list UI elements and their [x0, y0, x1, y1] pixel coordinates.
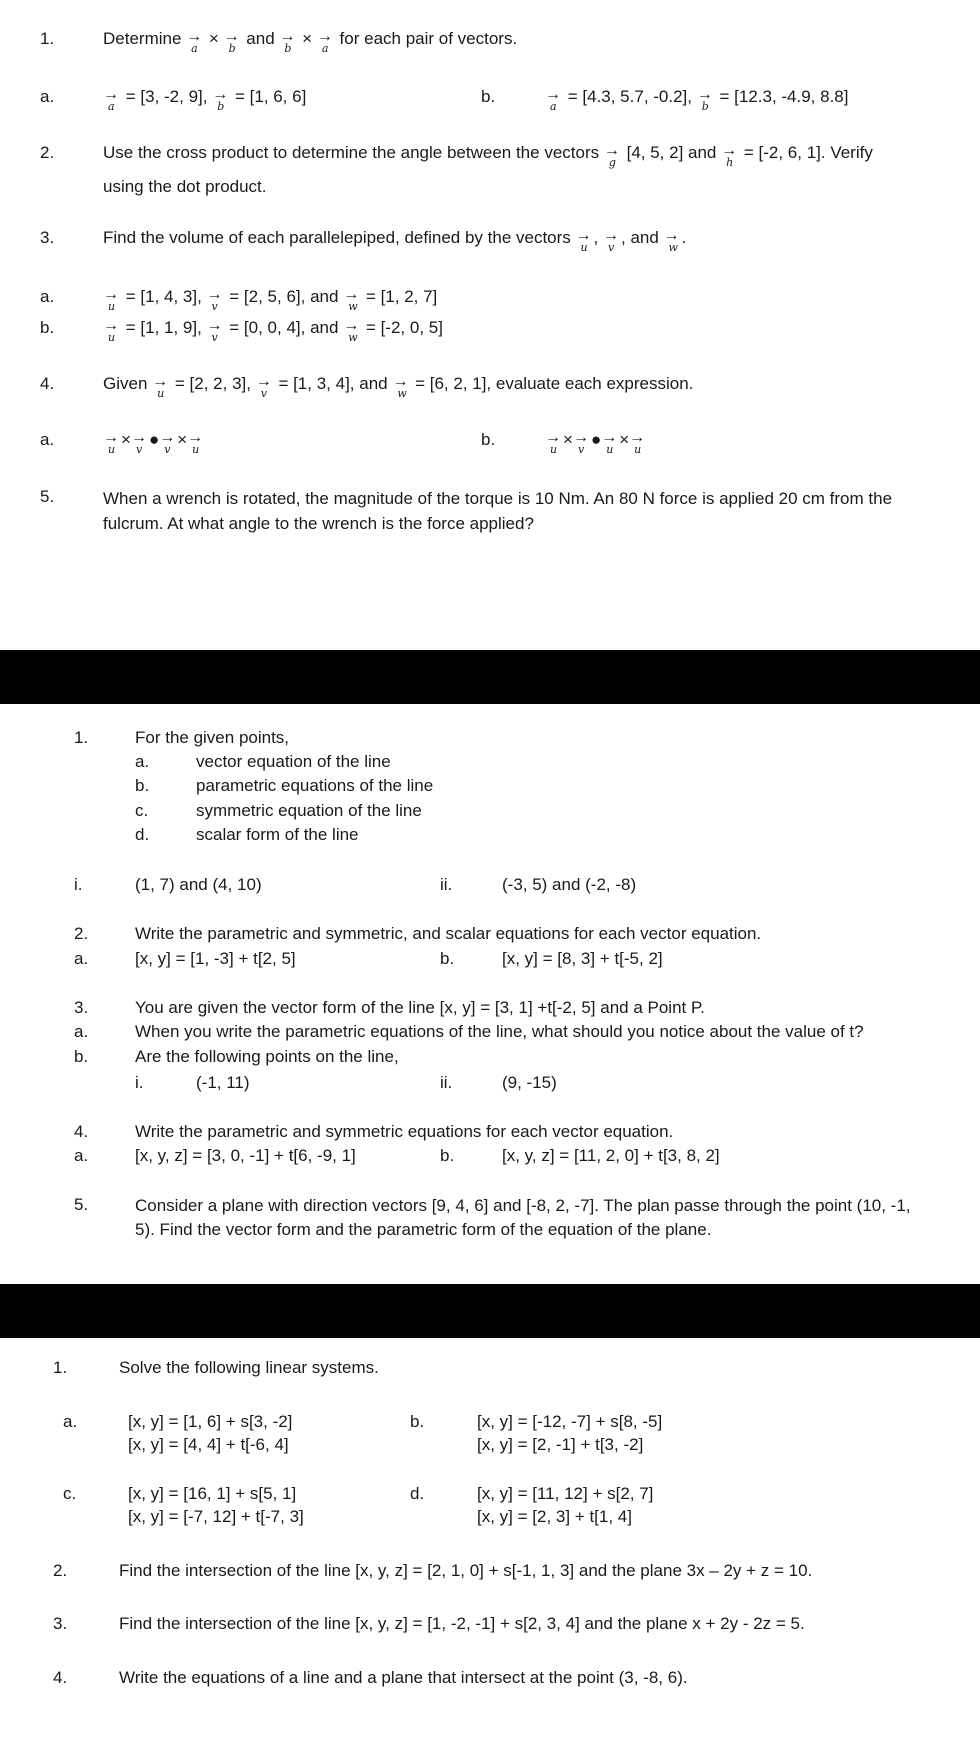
arrow-icon: → [103, 86, 119, 103]
p1-q5-number: 5. [40, 487, 55, 506]
vector-label: u [192, 443, 200, 456]
vector-v [572, 429, 591, 456]
p2-q4a-label: a. [74, 1146, 89, 1165]
vector-v [255, 373, 274, 400]
p3-q1c-line2: [x, y] = [-7, 12] + t[-7, 3] [128, 1507, 304, 1526]
vector-w [663, 227, 682, 254]
p1-q3-pre: Find the volume of each parallelepiped, defined by the vectors [103, 228, 571, 247]
p2-q3a-label: a. [74, 1022, 89, 1041]
p1-q1b-t2: = [12.3, -4.9, 8.8] [719, 87, 849, 106]
arrow-icon: → [603, 227, 619, 244]
p2-q1-item-label: c. [135, 801, 149, 820]
vector-label: g [608, 156, 616, 169]
p3-q4-text: Write the equations of a line and a plane that intersect at the point (3, -8, 6). [119, 1668, 688, 1687]
p1-q4a-label: a. [40, 430, 55, 449]
p1-q1-prompt [103, 28, 518, 55]
p2-q2a-label: a. [74, 949, 89, 968]
p2-q1-text: For the given points, [135, 728, 290, 747]
p2-q1-ii-text: (-3, 5) and (-2, -8) [502, 875, 637, 894]
vector-label: v [608, 241, 615, 254]
vector-label: b [701, 100, 709, 113]
arrow-icon: → [103, 286, 119, 303]
vector-u [601, 429, 619, 456]
vector-label: a [108, 100, 115, 113]
vector-w [343, 286, 361, 313]
vector-v [159, 429, 177, 456]
p2-q3-i-text: (-1, 11) [196, 1073, 250, 1092]
p1-q3a-text [103, 286, 438, 313]
p1-q2-t1: [4, 5, 2] and [626, 143, 717, 162]
vector-u [103, 317, 121, 344]
p1-q3b-t1: = [1, 1, 9], [125, 318, 202, 337]
p1-q4-t3: = [6, 2, 1], evaluate each expression. [415, 374, 694, 393]
p1-q3a-t1: = [1, 4, 3], [125, 287, 202, 306]
arrow-icon: → [152, 373, 169, 390]
p2-q1-item-text: symmetric equation of the line [196, 801, 422, 820]
arrow-icon: → [223, 28, 240, 45]
vector-a [186, 28, 204, 55]
vector-v [603, 227, 621, 254]
arrow-icon: → [629, 429, 646, 446]
arrow-icon: → [601, 429, 618, 446]
vector-w [392, 373, 410, 400]
vector-label: u [580, 241, 588, 254]
vector-label: u [108, 331, 116, 344]
arrow-icon: → [545, 429, 561, 446]
p1-q3b-text [103, 317, 443, 344]
arrow-icon: → [575, 227, 592, 244]
p3-q2-number: 2. [53, 1561, 68, 1580]
p1-q2-text [103, 142, 873, 169]
p1-q3a-t2: = [2, 5, 6], and [229, 287, 339, 306]
arrow-icon: → [206, 286, 223, 303]
p3-q3-text: Find the intersection of the line [x, y, z] = [1, -2, -1] + s[2, 3, 4] and the plane x + 2y - 2z = 5. [119, 1614, 805, 1633]
p1-q1-number: 1. [40, 29, 55, 48]
p3-q1a-line2: [x, y] = [4, 4] + t[-6, 4] [128, 1435, 289, 1454]
vector-label: v [577, 443, 585, 456]
vector-label: w [397, 387, 407, 400]
vector-v [206, 286, 225, 313]
vector-label: v [164, 443, 171, 456]
vector-v [130, 429, 149, 456]
vector-u [103, 429, 121, 456]
p2-q2b-label: b. [440, 949, 455, 968]
p2-q2a-text: [x, y] = [1, -3] + t[2, 5] [135, 949, 296, 968]
arrow-icon: → [316, 28, 333, 45]
vector-u [187, 429, 205, 456]
p2-q3b-label: b. [74, 1047, 89, 1066]
p3-q1a-label: a. [63, 1412, 78, 1431]
vector-label: v [211, 331, 218, 344]
vector-a [316, 28, 335, 55]
p1-q1-pre: Determine [103, 29, 182, 48]
p3-q2-text: Find the intersection of the line [x, y, z] = [2, 1, 0] + s[-1, 1, 3] and the plane 3x – 2y + z = 10. [119, 1561, 813, 1580]
vector-label: w [668, 241, 678, 254]
p3-q1b-line1: [x, y] = [-12, -7] + s[8, -5] [477, 1412, 663, 1431]
arrow-icon: → [279, 28, 296, 45]
arrow-icon: → [545, 86, 561, 103]
comma-and: , and [621, 228, 659, 247]
p1-q5-text: When a wrench is rotated, the magnitude of the torque is 10 Nm. An 80 N force is applied 20 cm from the fulcrum. At what angle to the wrench is the force applied? [103, 489, 893, 533]
p3-q3-number: 3. [53, 1614, 68, 1633]
p1-q3a-label: a. [40, 287, 55, 306]
arrow-icon: → [572, 429, 589, 446]
comma: , [593, 228, 599, 247]
p2-q5-number: 5. [74, 1195, 89, 1214]
p1-q4a-expr [103, 429, 205, 456]
p1-q3b-t3: = [-2, 0, 5] [365, 318, 443, 337]
p2-q2-number: 2. [74, 924, 89, 943]
times-symbol: × [177, 430, 188, 449]
arrow-icon: → [212, 86, 229, 103]
arrow-icon: → [186, 28, 203, 45]
p2-q3-ii-text: (9, -15) [502, 1073, 557, 1092]
p2-q2b-text: [x, y] = [8, 3] + t[-5, 2] [502, 949, 663, 968]
p2-q3-number: 3. [74, 998, 89, 1017]
p2-q4a-text: [x, y, z] = [3, 0, -1] + t[6, -9, 1] [135, 1146, 356, 1165]
times-symbol: × [121, 430, 131, 449]
vector-u [575, 227, 594, 254]
arrow-icon: → [392, 373, 409, 390]
vector-label: b [284, 42, 292, 55]
p1-q3-number: 3. [40, 228, 55, 247]
p2-q1-number: 1. [74, 728, 89, 747]
arrow-icon: → [696, 86, 713, 103]
p3-q1a-line1: [x, y] = [1, 6] + s[3, -2] [128, 1412, 293, 1431]
p2-q3b-text: Are the following points on the line, [135, 1047, 399, 1066]
vector-h [721, 142, 739, 169]
vector-label: u [157, 387, 165, 400]
p2-q4-text: Write the parametric and symmetric equations for each vector equation. [135, 1122, 674, 1141]
p2-q1-item-label: b. [135, 776, 150, 795]
vector-a [545, 86, 563, 113]
p1-q4-t2: = [1, 3, 4], and [278, 374, 388, 393]
p3-q1d-line2: [x, y] = [2, 3] + t[1, 4] [477, 1507, 632, 1526]
p1-q1b-t1: = [4.3, 5.7, -0.2], [567, 87, 693, 106]
vector-b [279, 28, 297, 55]
arrow-icon: → [663, 227, 680, 244]
arrow-icon: → [721, 142, 738, 159]
p2-q4b-label: b. [440, 1146, 455, 1165]
vector-label: b [217, 100, 225, 113]
p2-q1-i-text: (1, 7) and (4, 10) [135, 875, 262, 894]
p1-q3-text [103, 227, 687, 254]
p1-q3b-label: b. [40, 318, 55, 337]
period: . [681, 228, 687, 247]
arrow-icon: → [103, 429, 119, 446]
arrow-icon: → [343, 317, 360, 334]
p3-q1c-label: c. [63, 1484, 77, 1503]
p2-q5-text: Consider a plane with direction vectors [9, 4, 6] and [-8, 2, -7]. The plan passe through the point (10, -1, 5). Find the vector form and the parametric form of the equation of the plane. [135, 1196, 911, 1239]
vector-label: w [348, 300, 358, 313]
p1-q2-t2: = [-2, 6, 1]. Verify [743, 143, 873, 162]
p1-q3b-t2: = [0, 0, 4], and [229, 318, 339, 337]
p2-q1-item-label: a. [135, 752, 150, 771]
p1-q1a-t1: = [3, -2, 9], [125, 87, 208, 106]
arrow-icon: → [103, 317, 119, 334]
vector-label: a [321, 42, 329, 55]
vector-label: a [191, 42, 198, 55]
dot-symbol: ● [590, 430, 602, 449]
section-divider-bar [0, 1284, 980, 1338]
p1-q1a-text [103, 86, 307, 113]
vector-label: u [550, 443, 558, 456]
arrow-icon: → [206, 317, 223, 334]
p3-q1-text: Solve the following linear systems. [119, 1358, 379, 1377]
p1-q1a-t2: = [1, 6, 6] [234, 87, 307, 106]
arrow-icon: → [343, 286, 360, 303]
p2-q3-ii-label: ii. [440, 1073, 453, 1092]
p3-q1b-label: b. [410, 1412, 425, 1431]
p2-q4-number: 4. [74, 1122, 89, 1141]
vector-g [603, 142, 622, 169]
p2-q1-item-text: scalar form of the line [196, 825, 359, 844]
vector-label: w [348, 331, 358, 344]
p2-q3-i-label: i. [135, 1073, 144, 1092]
arrow-icon: → [255, 373, 272, 390]
p1-q3a-t3: = [1, 2, 7] [365, 287, 438, 306]
p1-q4b-expr [545, 429, 647, 456]
p2-q1-i-label: i. [74, 875, 83, 894]
vector-label: u [606, 443, 614, 456]
p2-q2-text: Write the parametric and symmetric, and scalar equations for each vector equation. [135, 924, 762, 943]
p1-q1b-text [545, 86, 849, 113]
p3-q1d-line1: [x, y] = [11, 12] + s[2, 7] [477, 1484, 654, 1503]
arrow-icon: → [603, 142, 620, 159]
times-symbol: × [302, 29, 313, 48]
dot-symbol: ● [148, 430, 160, 449]
p2-q3a-text: When you write the parametric equations of the line, what should you notice about the value of t? [135, 1022, 864, 1041]
vector-b [223, 28, 242, 55]
p2-q1-item-label: d. [135, 825, 150, 844]
vector-b [696, 86, 715, 113]
p2-q1-ii-label: ii. [440, 875, 453, 894]
vector-u [152, 373, 170, 400]
vector-u [629, 429, 647, 456]
vector-label: v [211, 300, 218, 313]
vector-label: u [108, 443, 116, 456]
times-symbol: × [563, 430, 573, 449]
p1-q2-pre: Use the cross product to determine the angle between the vectors [103, 143, 600, 162]
and-word: and [246, 29, 275, 48]
p3-q1c-line1: [x, y] = [16, 1] + s[5, 1] [128, 1484, 297, 1503]
p1-q1-end: for each pair of vectors. [339, 29, 518, 48]
vector-u [545, 429, 563, 456]
p2-q3-text: You are given the vector form of the line [x, y] = [3, 1] +t[-2, 5] and a Point P. [135, 998, 705, 1017]
vector-label: b [228, 42, 236, 55]
p2-q1-item-text: parametric equations of the line [196, 776, 434, 795]
vector-u [103, 286, 121, 313]
vector-v [206, 317, 225, 344]
p3-q1-number: 1. [53, 1358, 68, 1377]
section-divider-bar [0, 650, 980, 704]
arrow-icon: → [130, 429, 147, 446]
p2-q1-item-text: vector equation of the line [196, 752, 391, 771]
vector-label: v [135, 443, 143, 456]
vector-label: u [108, 300, 116, 313]
vector-a [103, 86, 121, 113]
vector-label: a [550, 100, 557, 113]
times-symbol: × [619, 430, 630, 449]
p3-q4-number: 4. [53, 1668, 68, 1687]
times-symbol: × [208, 29, 219, 48]
vector-label: h [726, 156, 734, 169]
vector-label: u [634, 443, 642, 456]
p1-q4-number: 4. [40, 374, 55, 393]
vector-w [343, 317, 361, 344]
p1-q4b-label: b. [481, 430, 496, 449]
arrow-icon: → [187, 429, 204, 446]
p3-q1b-line2: [x, y] = [2, -1] + t[3, -2] [477, 1435, 644, 1454]
p2-q4b-text: [x, y, z] = [11, 2, 0] + t[3, 8, 2] [502, 1146, 720, 1165]
p3-q1d-label: d. [410, 1484, 425, 1503]
p1-q2-line2: using the dot product. [103, 177, 267, 196]
arrow-icon: → [159, 429, 176, 446]
p1-q1b-label: b. [481, 87, 496, 106]
p1-q1a-label: a. [40, 87, 55, 106]
p1-q2-number: 2. [40, 143, 55, 162]
p1-q4-pre: Given [103, 374, 148, 393]
vector-b [212, 86, 230, 113]
p1-q4-text [103, 373, 694, 400]
p1-q4-t1: = [2, 2, 3], [174, 374, 251, 393]
vector-label: v [260, 387, 267, 400]
